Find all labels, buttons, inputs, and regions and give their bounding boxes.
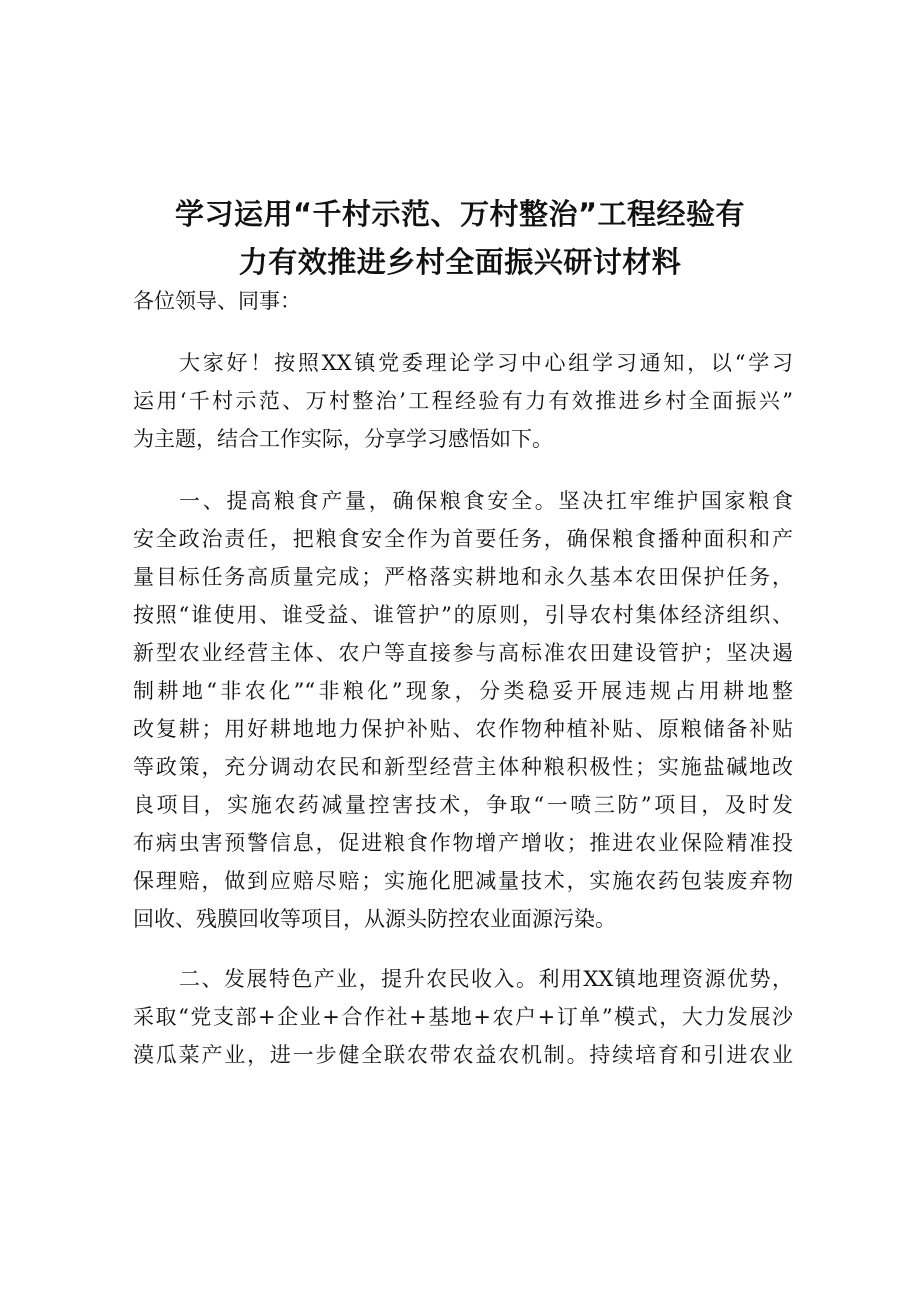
paragraph-line: 大家好！按照XX镇党委理论学习中心组学习通知，以“学习 xyxy=(179,351,793,375)
paragraph-line: 量目标任务高质量完成；严格落实耕地和永久基本农田保护任务， xyxy=(133,565,793,589)
title-line-2: 力有效推进乡村全面振兴研讨材料 xyxy=(238,245,682,279)
paragraph-line: 改复耕；用好耕地地力保护补贴、农作物种植补贴、原粮储备补贴 xyxy=(133,717,793,741)
paragraph-line: 按照“谁使用、谁受益、谁管护”的原则，引导农村集体经济组织、 xyxy=(133,603,793,627)
paragraph-line: 一、提高粮食产量，确保粮食安全。坚决扛牢维护国家粮食 xyxy=(179,489,793,513)
salutation-text: 各位领导、同事： xyxy=(133,289,301,313)
paragraph-section-2 xyxy=(133,960,793,1074)
paragraph-intro xyxy=(133,344,793,458)
paragraph-line: 良项目，实施农药减量控害技术，争取“一喷三防”项目，及时发 xyxy=(133,793,793,817)
paragraph-line: 制耕地“非农化”“非粮化”现象，分类稳妥开展违规占用耕地整 xyxy=(133,679,793,703)
paragraph-line: 漠瓜菜产业，进一步健全联农带农益农机制。持续培育和引进农业 xyxy=(133,1043,793,1067)
document-body xyxy=(133,282,793,1074)
paragraph-line: 保理赔，做到应赔尽赔；实施化肥减量技术，实施农药包装废弃物 xyxy=(133,869,793,893)
paragraph-line: 采取“党支部+企业+合作社+基地+农户+订单”模式，大力发展沙 xyxy=(133,1005,793,1029)
paragraph-section-1 xyxy=(133,482,793,938)
paragraph-line: 等政策，充分调动农民和新型经营主体种粮积极性；实施盐碱地改 xyxy=(133,755,793,779)
title-line-1: 学习运用“千村示范、万村整治”工程经验有 xyxy=(174,197,746,231)
paragraph-line: 新型农业经营主体、农户等直接参与高标准农田建设管护；坚决遏 xyxy=(133,641,793,665)
paragraph-line: 为主题，结合工作实际，分享学习感悟如下。 xyxy=(133,427,553,451)
paragraph-line: 布病虫害预警信息，促进粮食作物增产增收；推进农业保险精准投 xyxy=(133,831,793,855)
salutation xyxy=(133,282,793,320)
paragraph-line: 回收、残膜回收等项目，从源头防控农业面源污染。 xyxy=(133,907,616,931)
paragraph-line: 运用‘千村示范、万村整治’工程经验有力有效推进乡村全面振兴” xyxy=(133,389,793,413)
document-title xyxy=(130,190,790,286)
paragraph-line: 二、发展特色产业，提升农民收入。利用XX镇地理资源优势， xyxy=(179,967,793,991)
paragraph-line: 安全政治责任，把粮食安全作为首要任务，确保粮食播种面积和产 xyxy=(133,527,793,551)
